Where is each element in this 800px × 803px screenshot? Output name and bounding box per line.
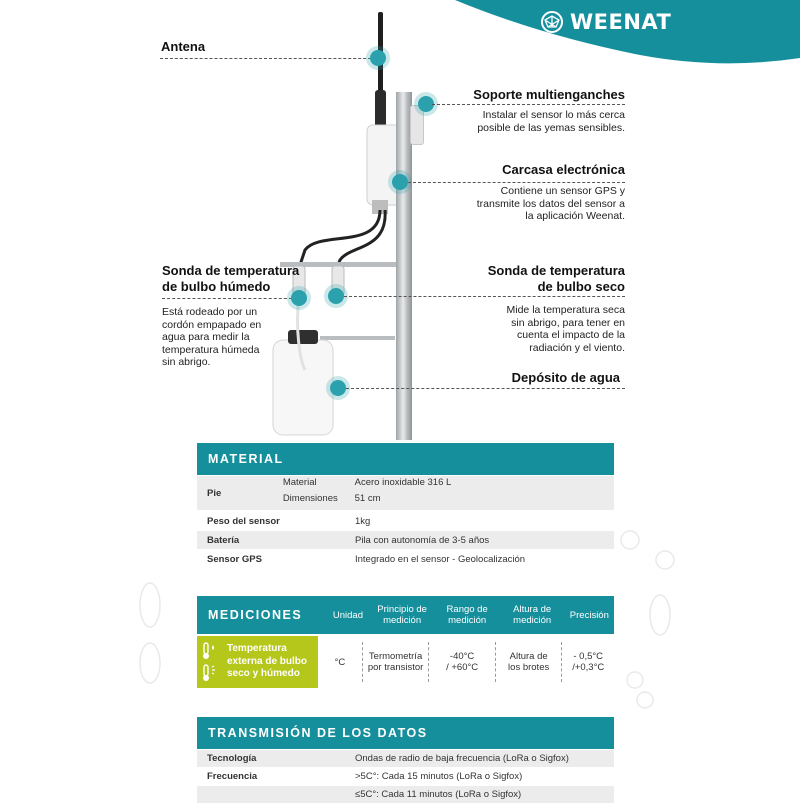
soporte-leader-line	[432, 104, 625, 105]
seco-leader-line	[344, 296, 625, 297]
deposito-marker	[330, 380, 346, 396]
deposito-leader-line	[346, 388, 625, 389]
soporte-description: Instalar el sensor lo más cerca posible de las yemas sensibles.	[477, 109, 625, 134]
rango-cell: -40°C / +60°C	[428, 642, 495, 682]
carcasa-description: Contiene un sensor GPS y transmite los datos del sensor a la aplicación Weenat.	[476, 185, 625, 222]
material-row	[197, 512, 614, 530]
transmision-row	[197, 786, 614, 803]
material-row	[197, 531, 614, 549]
seco-description: Mide la temperatura seca sin abrigo, para tener en cuenta el impacto de la radiación y el viento.	[506, 304, 625, 354]
carcasa-title: Carcasa electrónica	[502, 162, 625, 177]
antena-marker	[370, 50, 386, 66]
transmision-header	[197, 717, 614, 749]
pie-dimension-value: 51 cm	[354, 493, 381, 504]
weenat-logo	[540, 10, 671, 34]
carcasa-leader-line	[408, 182, 625, 183]
transmision-row-label: Tecnología	[207, 753, 257, 764]
transmision-table	[197, 750, 614, 803]
col-altura: Altura de medición	[513, 604, 552, 626]
sensor-device-illustration	[260, 10, 440, 440]
pie-material-value: Acero inoxidable 316 L	[354, 477, 452, 488]
transmision-row-label: Frecuencia	[207, 771, 258, 782]
pie-label: Pie	[207, 487, 222, 499]
humeda-description: Está rodeado por un cordón empapado en agua para medir la temperatura húmeda sin abrigo.	[162, 306, 262, 368]
pie-row	[197, 476, 614, 510]
thermometer-drop-icon	[201, 642, 217, 660]
humeda-leader-line	[162, 298, 292, 299]
material-row-label: Sensor GPS	[207, 553, 262, 565]
seco-marker	[328, 288, 344, 304]
principio-cell: Termometría por transistor	[362, 642, 429, 682]
material-row-value: 1kg	[355, 515, 371, 527]
unidad-cell: °C	[334, 656, 346, 668]
material-row-value: Integrado en el sensor - Geolocalización	[355, 553, 526, 565]
measurement-name-cell	[197, 636, 318, 688]
antena-leader-line	[160, 58, 376, 59]
brand-name: WEENAT	[570, 10, 672, 34]
material-row	[197, 550, 614, 568]
transmision-row-value: >5C°: Cada 15 minutos (LoRa o Sigfox)	[355, 771, 523, 782]
material-table	[197, 476, 614, 568]
humeda-marker	[291, 290, 307, 306]
measurement-name: Temperatura externa de bulbo seco y húmedo	[227, 643, 308, 680]
mediciones-heading: MEDICIONES	[208, 608, 303, 622]
material-row-label: Peso del sensor	[207, 515, 280, 527]
col-precision: Precisión	[569, 609, 609, 621]
material-heading: MATERIAL	[208, 452, 284, 466]
col-principio: Principio de medición	[377, 604, 427, 626]
altura-cell: Altura de los brotes	[495, 642, 562, 682]
decorative-grapes-icon	[610, 520, 690, 730]
humeda-title: Sonda de temperatura de bulbo húmedo	[162, 263, 300, 294]
pie-material-key: Material	[282, 477, 317, 488]
transmision-heading: TRANSMISIÓN DE LOS DATOS	[208, 726, 428, 740]
transmision-row	[197, 750, 614, 767]
pie-dimension-key: Dimensiones	[282, 493, 338, 504]
antena-title: Antena	[161, 39, 206, 54]
water-tank-shape	[273, 340, 333, 435]
logo-mark-icon	[540, 10, 564, 34]
transmision-row-value: ≤5C°: Cada 11 minutos (LoRa o Sigfox)	[355, 789, 522, 800]
carcasa-marker	[392, 174, 408, 190]
col-unidad: Unidad	[332, 609, 363, 621]
decorative-corn-icon	[130, 575, 170, 685]
deposito-title: Depósito de agua	[511, 370, 620, 385]
material-row-value: Pila con autonomía de 3-5 años	[355, 534, 490, 546]
transmision-row-value: Ondas de radio de baja frecuencia (LoRa o Sigfox)	[355, 753, 569, 764]
thermometer-sun-icon	[201, 664, 217, 682]
seco-title: Sonda de temperatura de bulbo seco	[487, 263, 625, 294]
soporte-title: Soporte multienganches	[473, 87, 625, 102]
material-header	[197, 443, 614, 475]
mediciones-header	[197, 596, 614, 634]
col-rango: Rango de medición	[446, 604, 488, 626]
material-row-label: Batería	[207, 534, 240, 546]
precision-cell: - 0,5°C /+0,3°C	[561, 642, 614, 682]
transmision-row	[197, 768, 614, 785]
mediciones-row	[197, 636, 614, 688]
